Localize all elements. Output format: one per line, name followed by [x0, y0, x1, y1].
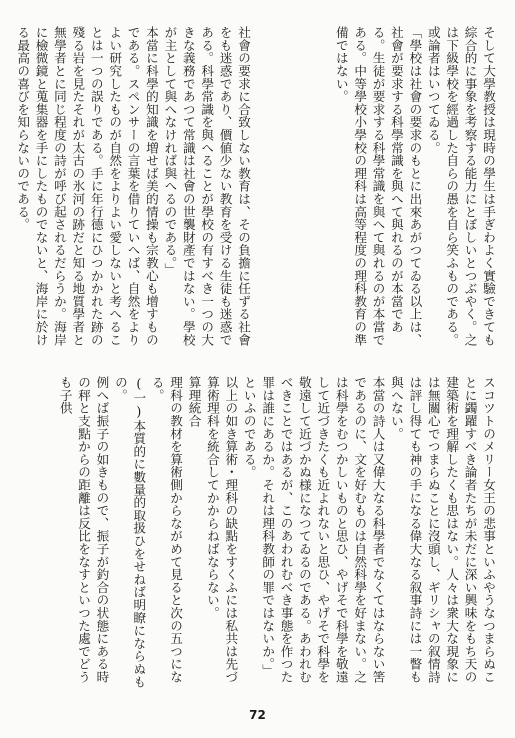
text-column-left-top: 社會の要求に合致しない教育は、その負擔に任ずる社會をも迷惑であり、價値少ない教育を受ける生徒も迷惑である。科學常識を與へることが學校の有すべき一つの大きな義務であつて常識は社會の世襲財產ではない。學校が主として與へなければ與へるのである。」 本當に科學的知識を増せば美的情操も宗教心も增すものである。スペンサーの言葉を借りていへば、自然をよりよい研究したものが自然をよりよい愛しないと考へることは一つの誤りである。手に年行德にひつかかれた跡の殘る岩を見たそれが太古の氷河の跡だと知る地質學者と無學者とに同じ程度の詩が呼び起されるだらうか。海岸に檢微鏡と蒐集器を手にしたものでないと、海岸に於ける最高の喜びを知らないのである。: [15, 26, 251, 346]
text-column-right-bottom: スコツトのメリー女王の悲事といふやうなつまらぬことに蠲躍すべき論者たちが未だに深い興味をもち天の建築術を理解したくも思はない。人々は衆大な現象には無關心でつまらぬことに沒頭し、ギリシャの叙情詩は評し得ても神の手になる偉大なる叙事詩には一瞥も與へない。 本當の詩人は又偉大なる科學者でなくてはならない筈であるのに、文を好むものは自然科學を好まない。之は科學をむつかしいものと思ひ、やげそで科學を敬遠して近づきたくも近よれないと思ひ、やげそで科學を敬遠して近づかぬ様になつてゐるのである。あわれむべきことではあるが、このあわれむべき事態を作つた罪は誰にあるか。それは理科教師の罪ではないか。」 といふのである。 以上の如き算術・理科の缺點をすくふには私共は先づ算術理科を統合してかからねばならない。 算理統合 理科の教材を算術側からながめて見ると次の五つになる。 (一)本質的に數量的取扱ひをせねば明瞭にならぬもの。 例へば振子の如きもので、振子が釣合の状態にある時の秤と支點からの距離は反比をなすといつた處でどうも子供: [57, 376, 496, 688]
text-column-right-top: そして大學教授は現時の學生は手ぎわよく實驗できても綜合的に事象を考察する能力にとぼしいとつぶやく。之は下級學校を經過した自らの愚を自ら笑ふものである。或論者はいつてゐる。 「學校は社會の要求のもとに出來あがつてゐる以上は、社會が要求する科學常識を與へて與れるのが本當である。生徒が要求する科學常識を與へて與れるのが本當である。中等學校小學校の理科は高等程度の理科教育の準備ではない。: [333, 26, 496, 346]
page-number: 72: [249, 708, 266, 722]
